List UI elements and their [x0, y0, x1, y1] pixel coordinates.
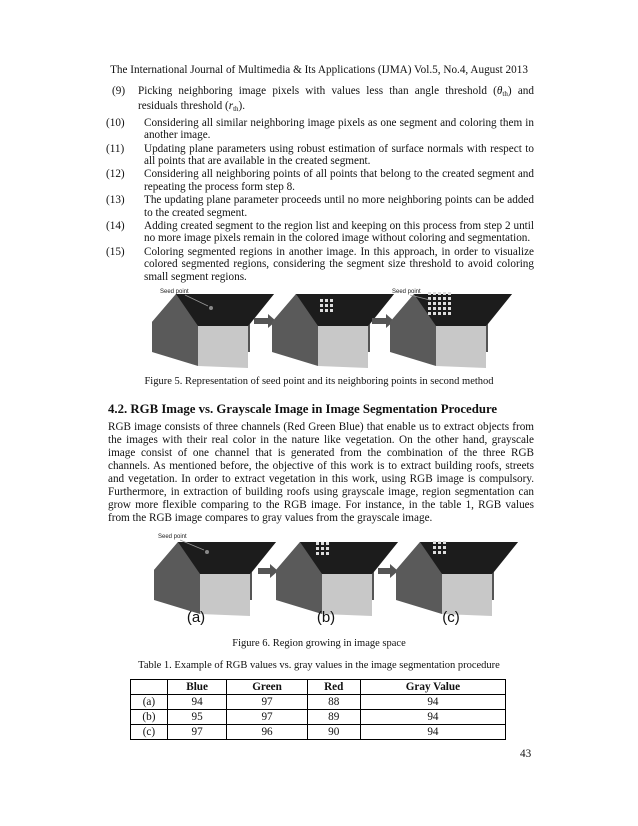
seed-point-marker [205, 550, 209, 554]
list-item: (13) The updating plane parameter proceeds until no more neighboring points can be added to the created segment. [106, 194, 534, 219]
house-icon [154, 542, 276, 616]
table-row: (a) 94 97 88 94 [131, 695, 506, 710]
seed-point-label: Seed point [392, 289, 421, 295]
list-item: (10) Considering all similar neighboring image pixels as one segment and coloring them in another image. [106, 116, 534, 142]
table-header-row: Blue Green Red Gray Value [131, 680, 506, 695]
pixel-grid [316, 542, 329, 555]
step-number: (9) [112, 85, 126, 97]
house-icon [396, 542, 518, 616]
list-item: (9) Picking neighboring image pixels with values less than angle threshold $(\theta_{th})$ and residuals threshold $(r_{th})$. [112, 85, 534, 114]
panel-label-a: (a) [186, 609, 206, 626]
pixel-grid-expanded [433, 541, 446, 554]
list-item: (12) Considering all neighboring points of all points that belong to the created segment and repeating the process form step 8. [106, 168, 534, 193]
arrow-icon [258, 564, 278, 578]
figure-5-illustration [0, 284, 638, 372]
section-paragraph: RGB image consists of three channels (Red Green Blue) that enable us to extract objects from the images with their real color in the nature like vegetation. On the other hand, grayscale image consist of one channel that is generated from the combination of the three RGB channels. As mentioned before, the objective of this work is to extract building roofs, streets and vegetation. In order to extract vegetation in this work, using RGB image is compulsory. Furthermore, in extraction of building roofs using grayscale image, region segmentation can grow more flexible comparing to the RGB image. For instance, in the table 1, RGB values from the RGB image compares to gray values from the grayscale image. [108, 421, 534, 524]
figure-6-illustration [0, 528, 638, 628]
rgb-gray-table [130, 679, 506, 740]
page-number: 43 [520, 748, 532, 760]
list-item: (14) Adding created segment to the region list and keeping on this process from step 2 until no more image pixels remain in the colored image without coloring and segmentation. [106, 220, 534, 245]
house-icon [390, 294, 512, 368]
list-item: (11) Updating plane parameters using robust estimation of surface normals with respect to all points that are available in the created segment. [106, 142, 534, 168]
panel-label-c: (c) [442, 609, 460, 626]
pixel-grid [320, 299, 333, 312]
house-icon [152, 294, 274, 368]
journal-header: The International Journal of Multimedia & Its Applications (IJMA) Vol.5, No.4, August 2013 [110, 64, 528, 76]
seed-point-label: Seed point [160, 289, 189, 295]
list-item: (15) Coloring segmented regions in another image. In this approach, in order to visualize colored segmented regions, considering the segment size threshold to avoid coloring small segment regions. [106, 245, 534, 283]
panel-label-b: (b) [316, 609, 336, 626]
section-title: 4.2. RGB Image vs. Grayscale Image in Image Segmentation Procedure [108, 402, 498, 416]
house-icon [276, 542, 398, 616]
seed-point-label: Seed point [158, 534, 187, 540]
figure-5-caption: Figure 5. Representation of seed point and its neighboring points in second method [144, 376, 494, 387]
arrow-icon [378, 564, 398, 578]
table-1-caption: Table 1. Example of RGB values vs. gray values in the image segmentation procedure [138, 660, 500, 671]
seed-point-marker [209, 306, 213, 310]
table-row: (c) 97 96 90 94 [131, 725, 506, 740]
procedure-steps-list [106, 85, 534, 284]
figure-6-caption: Figure 6. Region growing in image space [232, 638, 406, 649]
table-row: (b) 95 97 89 94 [131, 710, 506, 725]
